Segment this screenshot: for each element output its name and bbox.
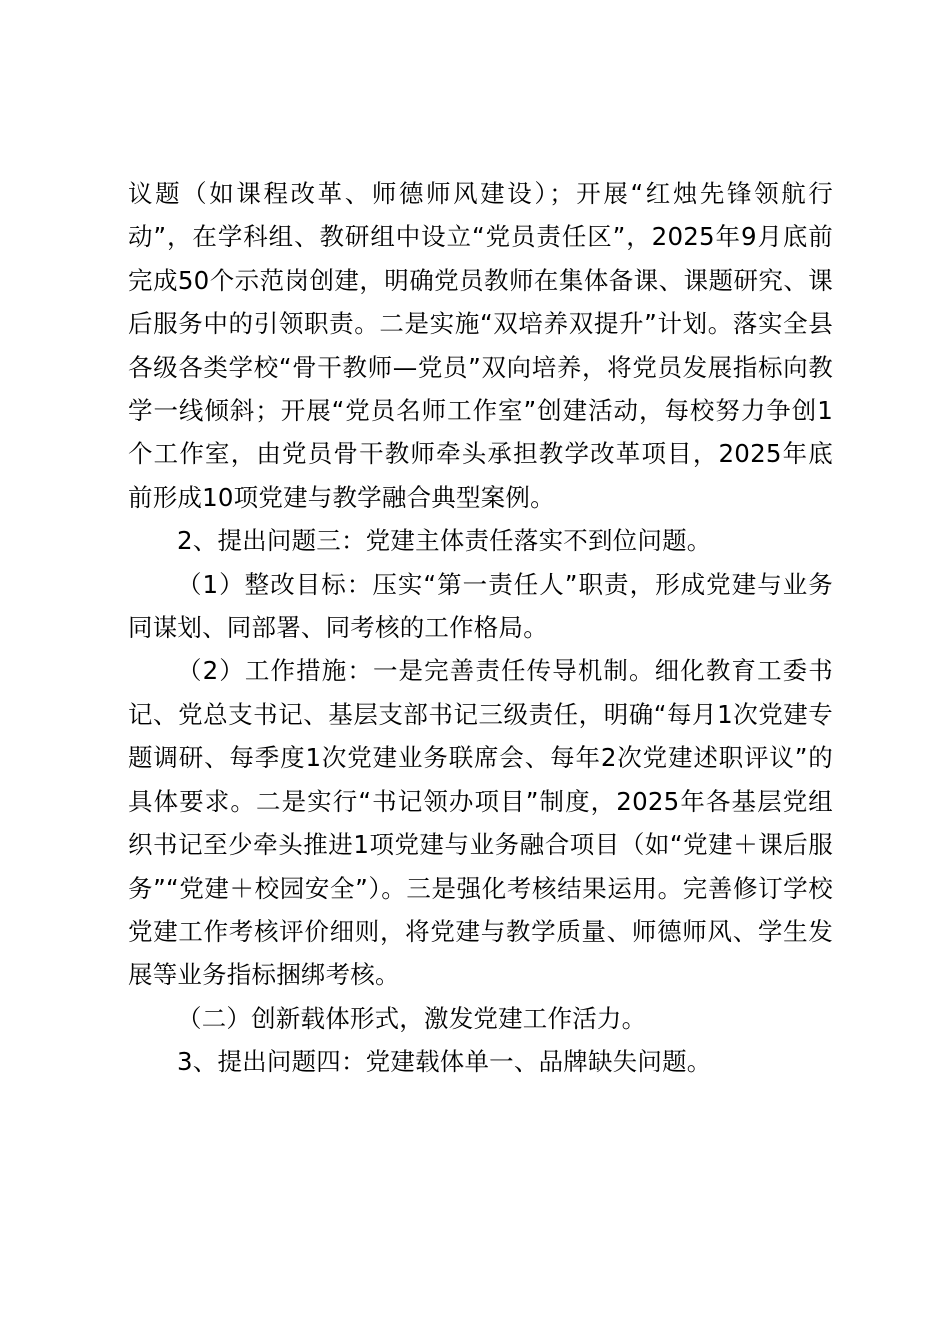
paragraph-continued-measures: 议题（如课程改革、师德师风建设）；开展“红烛先锋领航行动”，在学科组、教研组中设立“党员责任区”，2025年9月底前完成50个示范岗创建，明确党员教师在集体备课、课题研究、课后服务中的引领职责。二是实施“双培养双提升”计划。落实全县各级各类学校“骨干教师—党员”双向培养，将党员发展指标向教学一线倾斜；开展“党员名师工作室”创建活动，每校努力争创1个工作室，由党员骨干教师牵头承担教学改革项目，2025年底前形成10项党建与教学融合典型案例。 — [128, 179, 833, 512]
heading-problem-three: 2、提出问题三：党建主体责任落实不到位问题。 — [177, 526, 712, 556]
heading-section-two: （二）创新载体形式，激发党建工作活力。 — [177, 1003, 647, 1033]
paragraph-rectification-goal: （1）整改目标：压实“第一责任人”职责，形成党建与业务同谋划、同部署、同考核的工作格局。 — [128, 569, 833, 643]
paragraph-work-measures: （2）工作措施：一是完善责任传导机制。细化教育工委书记、党总支书记、基层支部书记三级责任，明确“每月1次党建专题调研、每季度1次党建业务联席会、每年2次党建述职评议”的具体要求。二是实行“书记领办项目”制度，2025年各基层党组织书记至少牵头推进1项党建与业务融合项目（如“党建＋课后服务”“党建＋校园安全”）。三是强化考核结果运用。完善修订学校党建工作考核评价细则，将党建与教学质量、师德师风、学生发展等业务指标捆绑考核。 — [128, 656, 833, 990]
document-body — [128, 172, 833, 1084]
heading-problem-four: 3、提出问题四：党建载体单一、品牌缺失问题。 — [177, 1047, 712, 1077]
